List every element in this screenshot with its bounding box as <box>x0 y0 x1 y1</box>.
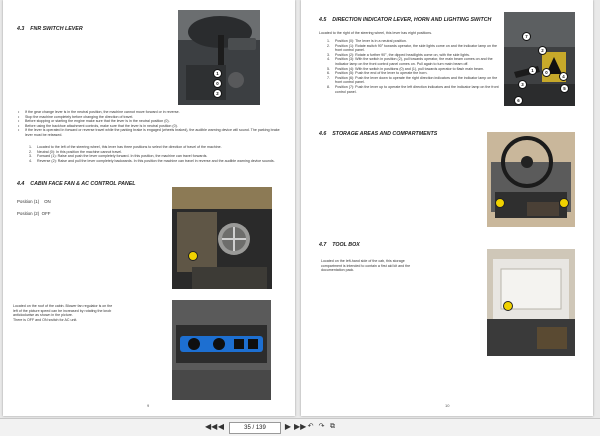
section-title: FNR SWITCH LEVER <box>30 26 83 32</box>
s45-intro: Located to the right of the steering wheel, this lever has eight positions. <box>319 31 433 35</box>
callout-2: 2 <box>213 89 222 98</box>
switch-position-2 <box>17 212 50 217</box>
page-number: 9 <box>147 403 150 408</box>
section-4-4-heading <box>17 181 136 187</box>
position-value: ON <box>44 199 51 204</box>
storage-marker <box>495 198 505 208</box>
right-page <box>301 0 593 416</box>
list-item: Located to the left of the steering wheel, this lever has three positions to select the direction of travel of the machine. <box>37 145 222 149</box>
list-item: Position (3): With the switch in position (2), pull towards operator, the main beam comes on and the indicator lamp on the front control panel comes on. Pull again to turn main beam off. <box>335 57 493 66</box>
callout-5: 5 <box>560 84 569 93</box>
callout-1: 1 <box>528 66 537 75</box>
list-item: Position (1): Rotate switch 90° towards operator, the side lights come on and the indicator lamp on the front control panel. <box>335 43 498 53</box>
callout-2: 2 <box>538 46 547 55</box>
toolbox-description <box>321 259 471 273</box>
section-4-6-heading <box>319 131 437 137</box>
callout-3: 3 <box>518 80 527 89</box>
forward-icon[interactable]: ↷ <box>318 423 325 430</box>
fan-text-line: left of the picture speed can be increased by rotating the knob <box>13 308 112 313</box>
section-title: STORAGE AREAS AND COMPARTMENTS <box>332 131 438 137</box>
indicator-lever-photo <box>504 12 575 106</box>
position-label: Position (1) <box>17 199 40 204</box>
switch-position-1 <box>17 200 51 205</box>
list-item: Position (4): With the switch in positions (0) and (1), pull towards operator to flash main beam. <box>335 66 485 71</box>
knob-marker <box>188 251 198 261</box>
fnr-lever-photo <box>178 10 260 105</box>
callout-4: 4 <box>559 72 568 81</box>
list-item: Position (0): The lever is in a neutral position. <box>335 39 407 43</box>
callout-1: 1 <box>213 69 222 78</box>
fnr-warning-list <box>17 110 287 138</box>
previous-page-icon[interactable]: ◀ <box>217 422 225 431</box>
fan-description <box>13 304 173 322</box>
storage-marker <box>559 198 569 208</box>
ac-control-panel-photo <box>172 300 271 400</box>
callout-7: 7 <box>522 32 531 41</box>
section-number: 4.4 <box>17 181 25 187</box>
toolbox-text-line: compartment is intended to contain a first aid kit and the <box>321 263 411 268</box>
position-value: OFF <box>41 211 51 216</box>
section-title: TOOL BOX <box>332 242 360 248</box>
page-number-input[interactable]: 35 / 139 <box>229 422 281 434</box>
callout-0: 0 <box>213 79 222 88</box>
callout-0: 0 <box>542 68 551 77</box>
storage-area-photo <box>487 132 575 227</box>
list-item: Position (5): Push the end of the lever to operate the horn. <box>335 71 428 76</box>
page-number: 10 <box>445 403 450 408</box>
list-item: Reverse (2): Raise and pull the lever completely backwards. In this position the machine can travel in reverse and the audible warning device sounds. <box>37 158 275 163</box>
fan-text-line: Located on the roof of the cabin. Blower fan regulator is on the <box>13 304 113 308</box>
list-item: • Before stopping or starting the engine make sure that the lever is in the neutral position (0). <box>25 119 287 124</box>
list-item: Position (7): Push the lever up to operate the left direction indicators and the indicator lamp on the front control panel. <box>335 84 499 94</box>
last-page-icon[interactable]: ▶▶ <box>294 422 307 431</box>
position-label: Position (2) <box>17 211 40 216</box>
list-item: • Before using the backhoe attachment controls, make sure that the lever is in neutral position (0). <box>25 124 287 129</box>
left-page <box>3 0 295 416</box>
tool-box-photo <box>487 249 575 356</box>
section-title: DIRECTION INDICATOR LEVER, HORN AND LIGHTING SWITCH <box>332 17 492 23</box>
section-number: 4.3 <box>17 26 25 32</box>
list-item: • If the gear change lever is in the neutral position, the machine cannot move forward or in reverse. <box>25 110 287 115</box>
fnr-position-steps <box>29 145 287 163</box>
list-item: • If the lever is operated in forward or reverse travel while the parking brake is engaged (wheels braked), the audible warning device will sound. The parking brake lever must be released. <box>25 128 287 137</box>
first-page-icon[interactable]: ◀◀ <box>205 422 218 431</box>
list-item: Position (6): Push the lever down to operate the right direction indicators and the indicator lamp on the front control panel. <box>335 75 498 85</box>
section-title: CABIN FACE FAN & AC CONTROL PANEL <box>30 181 136 187</box>
section-number: 4.5 <box>319 17 327 23</box>
section-number: 4.7 <box>319 242 327 248</box>
toolbox-text-line: documentation pack. <box>321 268 355 273</box>
list-item: • Stop the machine completely before changing the direction of travel. <box>25 115 287 120</box>
list-item: Position (2): Rotate a further 90°, the dipped headlights come on, with the side lights. <box>335 52 470 57</box>
list-item: Neutral (0): In this position the machine cannot travel. <box>37 149 123 154</box>
fan-text-line: There is OFF and ON switch for AC unit. <box>13 317 78 322</box>
next-page-icon[interactable]: ▶ <box>284 422 292 431</box>
pdf-viewer-toolbar <box>0 418 600 436</box>
indicator-lever-steps <box>327 39 503 94</box>
section-4-7-heading <box>319 242 360 248</box>
back-icon[interactable]: ↶ <box>307 423 314 430</box>
copy-icon[interactable]: ⧉ <box>330 423 335 430</box>
fan-text-line: anticlockwise as shown in the picture. <box>13 313 73 318</box>
toolbox-text-line: Located on the left-hand side of the cab, this storage <box>321 259 405 263</box>
section-number: 4.6 <box>319 131 327 137</box>
callout-6: 6 <box>514 96 523 105</box>
cabin-fan-photo <box>172 187 272 289</box>
section-4-5-heading <box>319 17 491 23</box>
section-4-3-heading <box>17 26 83 32</box>
toolbox-marker <box>503 301 513 311</box>
list-item: Forward (1): Raise and push the lever completely forward. In this position, the machine can travel forwards. <box>37 154 208 159</box>
